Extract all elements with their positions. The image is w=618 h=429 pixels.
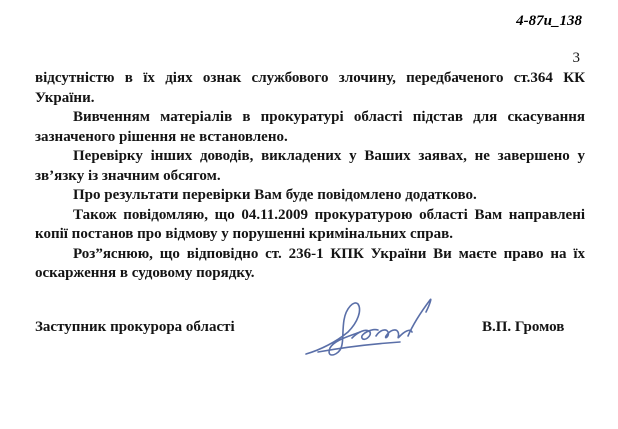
- paragraph: Перевірку інших доводів, викладених у Ваших заявах, не завершено у зв’язку із значним обсягом.: [35, 148, 585, 184]
- paragraph: Також повідомляю, що 04.11.2009 прокуратурою області Вам направлені копії постанов про відмову у порушенні кримінальних справ.: [35, 206, 585, 242]
- letter-body: [35, 69, 585, 284]
- paragraph: Вивченням матеріалів в прокуратурі області підстав для скасування зазначеного рішення не встановлено.: [35, 109, 585, 145]
- signatory-title: Заступник прокурора області: [35, 319, 235, 335]
- handwritten-signature: [300, 292, 440, 362]
- document-id: 4-87и_138: [516, 13, 582, 29]
- paragraph: відсутністю в їх діях ознак службового злочину, передбаченого ст.364 КК України.: [35, 70, 585, 106]
- paragraph: Роз”яснюю, що відповідно ст. 236-1 КПК України Ви маєте право на їх оскарження в судовому порядку.: [35, 245, 585, 281]
- signatory-name: В.П. Громов: [482, 319, 565, 335]
- page-number: 3: [572, 50, 580, 66]
- paragraph: Про результати перевірки Вам буде повідомлено додатково.: [73, 187, 477, 203]
